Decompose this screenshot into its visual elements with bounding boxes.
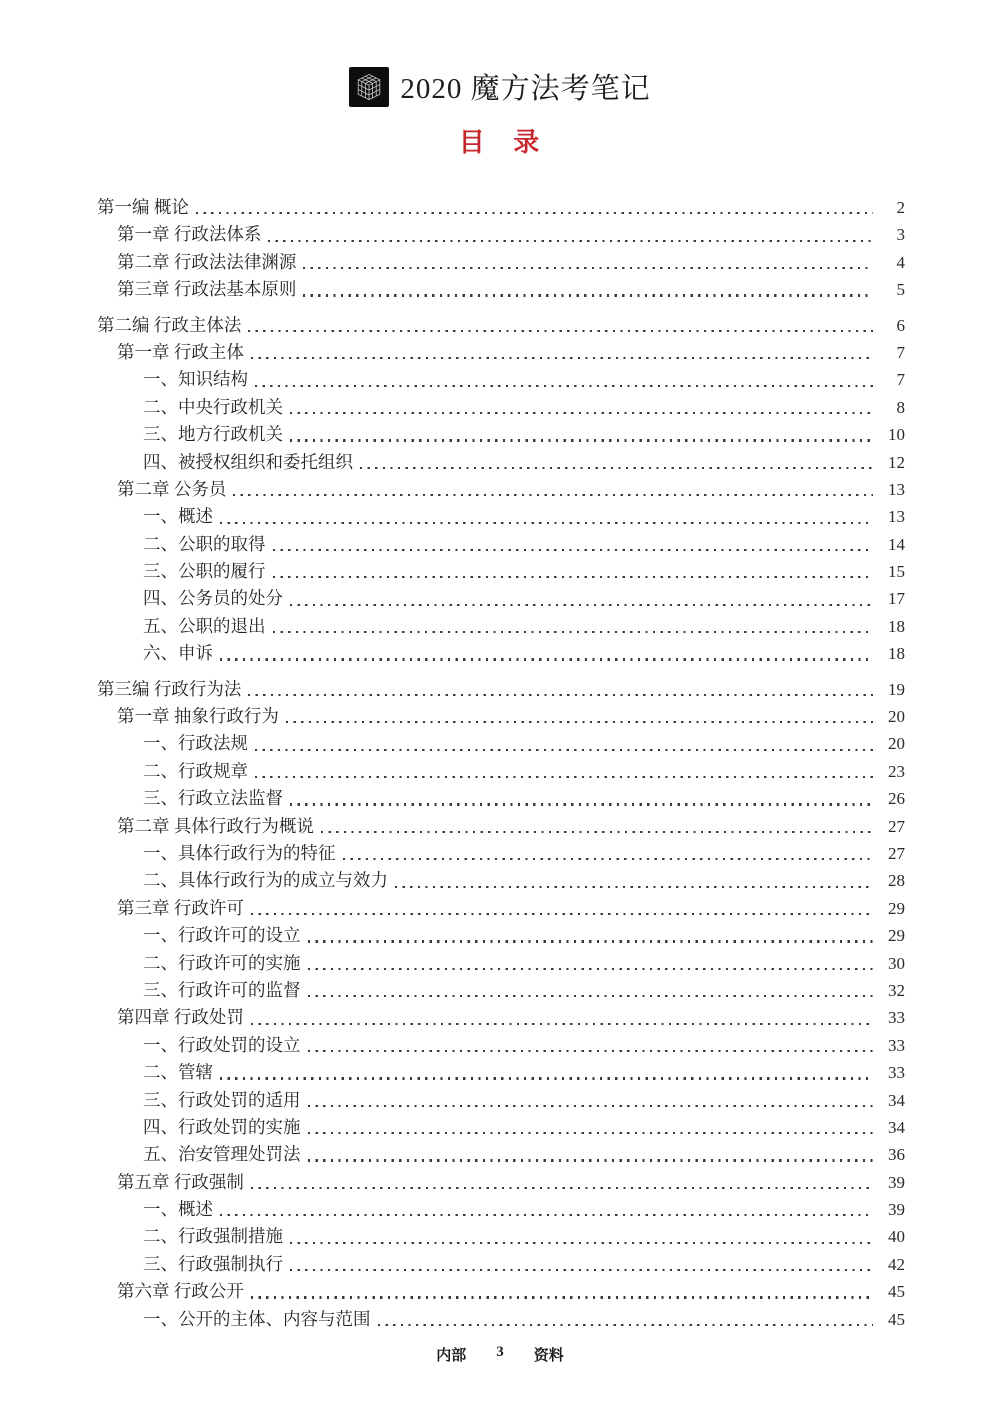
dot-leader <box>308 968 874 970</box>
toc-entry-label: 第二章 公务员 <box>117 478 227 499</box>
toc-entry <box>97 1306 905 1333</box>
toc-entry-page: 29 <box>888 926 905 946</box>
toc-entry-label: 二、行政强制措施 <box>143 1226 283 1247</box>
toc-entry-page: 13 <box>888 507 905 527</box>
toc-entry <box>97 503 905 530</box>
toc-entry-page: 27 <box>888 843 905 863</box>
toc-entry <box>97 1004 905 1031</box>
toc-entry <box>97 558 905 585</box>
toc-entry-label: 五、公职的退出 <box>143 615 266 636</box>
dot-leader <box>308 995 874 997</box>
toc-entry-page: 33 <box>888 1008 905 1028</box>
toc-entry-label: 一、概述 <box>143 1199 213 1220</box>
toc-entry-label: 四、被授权组织和委托组织 <box>143 451 353 472</box>
toc-entry-label: 第三编 行政行为法 <box>97 678 242 699</box>
toc-entry-page: 3 <box>896 225 905 245</box>
toc-entry <box>97 249 905 276</box>
dot-leader <box>251 913 873 915</box>
dot-leader <box>290 1242 873 1244</box>
dot-leader <box>290 412 873 414</box>
toc-entry <box>97 730 905 757</box>
toc-entry-label: 三、行政强制执行 <box>143 1253 283 1274</box>
toc-entry <box>97 1141 905 1168</box>
toc-entry <box>97 221 905 248</box>
toc-entry <box>97 758 905 785</box>
toc-entry <box>97 449 905 476</box>
toc-entry-page: 7 <box>896 370 905 390</box>
dot-leader <box>251 1296 873 1298</box>
toc-entry-page: 18 <box>888 616 905 636</box>
toc-entry <box>97 339 905 366</box>
document-header <box>0 66 1000 107</box>
toc-entry-page: 34 <box>888 1117 905 1137</box>
toc-entry-label: 三、行政许可的监督 <box>143 979 301 1000</box>
toc-entry <box>97 276 905 303</box>
dot-leader <box>395 886 873 888</box>
toc-entry-page: 20 <box>888 707 905 727</box>
toc-entry-label: 二、具体行政行为的成立与效力 <box>143 870 388 891</box>
toc-entry-page: 39 <box>888 1172 905 1192</box>
toc-entry <box>97 1278 905 1305</box>
toc-entry <box>97 194 905 221</box>
footer-label-left: 内部 <box>436 1348 467 1364</box>
toc-entry-label: 二、行政许可的实施 <box>143 952 301 973</box>
dot-leader <box>303 267 873 269</box>
toc-entry-label: 一、行政许可的设立 <box>143 925 301 946</box>
toc-entry-page: 14 <box>888 534 905 554</box>
dot-leader <box>321 831 873 833</box>
toc-entry-label: 二、中央行政机关 <box>143 396 283 417</box>
toc-list <box>97 186 905 1333</box>
toc-entry <box>97 585 905 612</box>
toc-entry-label: 第一章 行政主体 <box>117 341 244 362</box>
dot-leader <box>220 1077 873 1079</box>
toc-entry-page: 7 <box>896 342 905 362</box>
toc-entry <box>97 1059 905 1086</box>
toc-entry-label: 一、行政法规 <box>143 733 248 754</box>
dot-leader <box>290 1269 873 1271</box>
dot-leader <box>343 858 874 860</box>
toc-entry-label: 一、行政处罚的设立 <box>143 1034 301 1055</box>
toc-entry <box>97 366 905 393</box>
toc-entry-label: 四、公务员的处分 <box>143 588 283 609</box>
toc-heading: 目 录 <box>458 128 542 157</box>
dot-leader <box>273 549 874 551</box>
toc-entry-page: 23 <box>888 761 905 781</box>
toc-entry-label: 第三章 行政法基本原则 <box>117 279 297 300</box>
toc-entry-page: 18 <box>888 644 905 664</box>
toc-entry-page: 20 <box>888 734 905 754</box>
dot-leader <box>248 694 873 696</box>
toc-entry-page: 33 <box>888 1035 905 1055</box>
toc-entry <box>97 394 905 421</box>
dot-leader <box>303 294 873 296</box>
toc-entry <box>97 867 905 894</box>
dot-leader <box>360 467 873 469</box>
toc-entry-page: 6 <box>896 315 905 335</box>
dot-leader <box>255 385 873 387</box>
dot-leader <box>220 522 873 524</box>
dot-leader <box>220 658 873 660</box>
dot-leader <box>286 721 873 723</box>
toc-entry-page: 12 <box>888 452 905 472</box>
dot-leader <box>308 1132 874 1134</box>
toc-entry-page: 28 <box>888 871 905 891</box>
toc-entry <box>97 922 905 949</box>
toc-entry-label: 第二章 具体行政行为概说 <box>117 815 314 836</box>
dot-leader <box>308 1050 874 1052</box>
toc-entry <box>97 613 905 640</box>
toc-entry-label: 三、地方行政机关 <box>143 424 283 445</box>
toc-entry <box>97 977 905 1004</box>
toc-entry-page: 10 <box>888 425 905 445</box>
toc-entry-page: 4 <box>896 252 905 272</box>
dot-leader <box>255 776 873 778</box>
toc-entry-label: 三、公职的履行 <box>143 561 266 582</box>
toc-entry <box>97 640 905 667</box>
toc-entry-page: 27 <box>888 816 905 836</box>
dot-leader <box>268 240 873 242</box>
toc-entry-page: 40 <box>888 1227 905 1247</box>
dot-leader <box>273 576 874 578</box>
toc-entry-page: 5 <box>896 280 905 300</box>
toc-entry-page: 45 <box>888 1282 905 1302</box>
page-footer <box>0 1344 1000 1365</box>
toc-entry-page: 33 <box>888 1063 905 1083</box>
toc-entry <box>97 421 905 448</box>
footer-label-right: 资料 <box>533 1348 564 1364</box>
toc-entry-page: 30 <box>888 953 905 973</box>
toc-entry-page: 19 <box>888 679 905 699</box>
toc-entry <box>97 840 905 867</box>
toc-entry <box>97 531 905 558</box>
toc-entry-page: 29 <box>888 898 905 918</box>
toc-entry <box>97 950 905 977</box>
toc-entry-label: 一、公开的主体、内容与范围 <box>143 1308 371 1329</box>
toc-entry-label: 第二章 行政法法律渊源 <box>117 251 297 272</box>
toc-entry-label: 一、概述 <box>143 506 213 527</box>
toc-entry-page: 2 <box>896 198 905 217</box>
dot-leader <box>273 631 874 633</box>
toc-entry-page: 17 <box>888 589 905 609</box>
toc-entry-page: 13 <box>888 479 905 499</box>
dot-leader <box>248 330 873 332</box>
toc-entry <box>97 676 905 703</box>
toc-entry-label: 第三章 行政许可 <box>117 897 244 918</box>
toc-entry-page: 8 <box>896 397 905 417</box>
dot-leader <box>233 494 873 496</box>
toc-entry-page: 26 <box>888 789 905 809</box>
footer-page-number: 3 <box>496 1344 504 1360</box>
toc-entry <box>97 895 905 922</box>
toc-entry-label: 三、行政处罚的适用 <box>143 1089 301 1110</box>
dot-leader <box>378 1324 874 1326</box>
toc-entry <box>97 785 905 812</box>
dot-leader <box>290 604 873 606</box>
dot-leader <box>251 1023 873 1025</box>
document-title: 2020 魔方法考笔记 <box>400 73 651 105</box>
toc-entry-label: 五、治安管理处罚法 <box>143 1144 301 1165</box>
toc-entry-label: 一、具体行政行为的特征 <box>143 842 336 863</box>
dot-leader <box>308 940 874 942</box>
dot-leader <box>220 1214 873 1216</box>
toc-entry <box>97 312 905 339</box>
dot-leader <box>255 749 873 751</box>
toc-entry-label: 第六章 行政公开 <box>117 1281 244 1302</box>
toc-entry-page: 36 <box>888 1145 905 1165</box>
dot-leader <box>251 1187 873 1189</box>
toc-entry-label: 第一章 行政法体系 <box>117 224 262 245</box>
toc-entry-label: 一、知识结构 <box>143 369 248 390</box>
toc-entry-label: 二、管辖 <box>143 1062 213 1083</box>
toc-entry-page: 34 <box>888 1090 905 1110</box>
toc-entry <box>97 1169 905 1196</box>
toc-entry-label: 四、行政处罚的实施 <box>143 1116 301 1137</box>
toc-entry-page: 42 <box>888 1254 905 1274</box>
toc-entry-label: 第四章 行政处罚 <box>117 1007 244 1028</box>
toc-entry <box>97 1087 905 1114</box>
toc-entry <box>97 1032 905 1059</box>
toc-entry-page: 32 <box>888 980 905 1000</box>
toc-entry-label: 三、行政立法监督 <box>143 788 283 809</box>
toc-entry-page: 15 <box>888 562 905 582</box>
toc-entry-label: 第二编 行政主体法 <box>97 314 242 335</box>
toc-entry <box>97 813 905 840</box>
toc-entry-label: 第一章 抽象行政行为 <box>117 706 279 727</box>
toc-entry <box>97 476 905 503</box>
dot-leader <box>308 1105 874 1107</box>
toc-entry <box>97 1114 905 1141</box>
dot-leader <box>290 439 873 441</box>
toc-entry-label: 六、申诉 <box>143 643 213 664</box>
toc-entry-label: 二、行政规章 <box>143 760 248 781</box>
toc-entry-page: 45 <box>888 1309 905 1329</box>
toc-entry-label: 第一编 概论 <box>97 197 189 217</box>
dot-leader <box>290 803 873 805</box>
dot-leader <box>251 357 873 359</box>
toc-entry-page: 39 <box>888 1200 905 1220</box>
rubiks-cube-logo-icon <box>349 67 389 107</box>
toc-entry <box>97 1196 905 1223</box>
dot-leader <box>308 1159 874 1161</box>
dot-leader <box>196 212 873 214</box>
toc-entry <box>97 1251 905 1278</box>
toc-entry <box>97 1223 905 1250</box>
toc-entry <box>97 703 905 730</box>
toc-entry-label: 第五章 行政强制 <box>117 1171 244 1192</box>
toc-entry-label: 二、公职的取得 <box>143 533 266 554</box>
